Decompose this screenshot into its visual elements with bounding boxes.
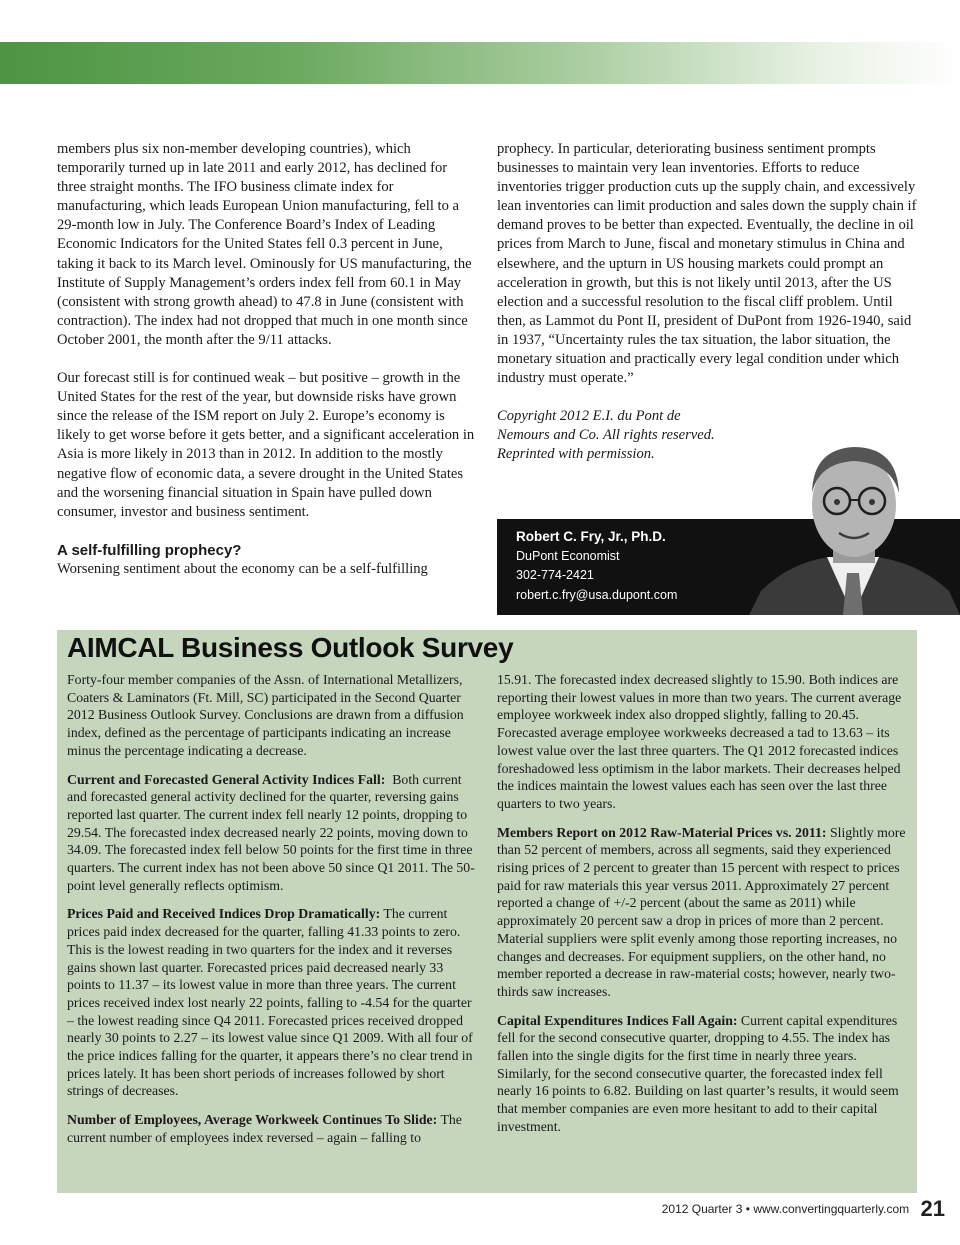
survey-body-text: Current capital expenditures fell for the second consecutive quarter, dropping to 4.55. The index has fallen into the single digits for the first time in nearly three years. Similarly, for the second consecutive quarter, the forecasted index fell nearly 16 points to 6.82. Building on last quarter’s results, it would seem that member companies are even more hesitant to add to their capital investment.: [497, 1012, 899, 1134]
author-phone: 302-774-2421: [516, 568, 594, 582]
header-gradient-bar: [0, 42, 960, 84]
copyright-line: Nemours and Co. All rights reserved.: [497, 427, 715, 444]
survey-paragraph: 15.91. The forecasted index decreased slightly to 15.90. Both indices are reporting their lowest values in more than two years. The current average employee workweek index also dropped slightly, falling to 20.45. Forecasted average employee workweeks decreased a tad to 13.63 – its lowest value over the last three quarters. The Q1 2012 forecasted indices foreshadowed less optimism in the labor markets. Their decreases helped the indices maintain the lowest values each has seen over the last three quarters to two years.: [497, 672, 902, 811]
article-paragraph: Our forecast still is for continued weak – but positive – growth in the United States for the rest of the year, but downside risks have grown since the release of the ISM report on July 2. Europe’s economy is likely to get worse before it gets better, and a significant acceleration in Asia is more likely in 2013 than in 2012. In addition to the mostly negative flow of economic data, a severe drought in the United States and the worsening financial situation in Spain have pulled down consumer, investor and business sentiment.: [57, 370, 475, 520]
article-right-column: [497, 140, 919, 465]
page-footer: [662, 1196, 945, 1222]
article-paragraph: members plus six non-member developing countries), which temporarily turned up in late 2011 and early 2012, has declined for three straight months. The IFO business climate index for manufacturing, which leads European Union manufacturing, fell to a 29-month low in July. The Conference Board’s Index of Leading Economic Indicators for the United States fell 0.3 percent in June, taking it back to its March level. Ominously for US manufacturing, the Institute of Supply Management’s orders index fell from 60.1 in May (consistent with strong growth ahead) to 47.8 in June (consistent with contraction). The index had not dropped that much in one month since October 2001, the month after the 9/11 attacks.: [57, 141, 472, 348]
article-paragraph: Worsening sentiment about the economy can be a self-fulfilling: [57, 560, 428, 577]
survey-subheading: Prices Paid and Received Indices Drop Dramatically:: [67, 906, 381, 922]
survey-subheading: Members Report on 2012 Raw-Material Prices vs. 2011:: [497, 824, 827, 840]
survey-title: AIMCAL Business Outlook Survey: [67, 632, 514, 663]
copyright-line: Reprinted with permission.: [497, 446, 655, 463]
author-photo: [749, 423, 960, 615]
article-paragraph: prophecy. In particular, deteriorating business sentiment prompts businesses to maintain very lean inventories. Efforts to reduce inventories trigger production cuts up the supply chain, and excessively lean inventories can limit production and sales down the supply chain if demand proves to be better than expected. Eventually, the decline in oil prices from March to June, fiscal and monetary stimulus in China and elsewhere, and the upturn in US housing markets could prompt an acceleration in growth, but this is not likely until 2013, after the US election and a successful resolution to the fiscal cliff problem. Until then, as Lammot du Pont II, president of DuPont from 1926-1940, said in 1937, “Uncertainty rules the tax situation, the labor situation, the monetary situation and practically every legal condition under which industry must operate.”: [497, 141, 917, 387]
author-title: DuPont Economist: [516, 548, 620, 563]
survey-body-text: The current number of employees index reversed – again – falling to: [67, 1112, 462, 1145]
article-left-column: [57, 140, 477, 579]
author-bio-text: [516, 527, 677, 605]
author-name: Robert C. Fry, Jr., Ph.D.: [516, 529, 666, 544]
survey-paragraph: [497, 824, 909, 1001]
footer-separator: •: [745, 1202, 750, 1216]
copyright-line: Copyright 2012 E.I. du Pont de: [497, 408, 681, 425]
section-heading: A self-fulfilling prophecy?: [57, 541, 242, 559]
author-email: robert.c.fry@usa.dupont.com: [516, 587, 678, 602]
survey-body-text: Slightly more than 52 percent of members, across all segments, said they experienced rising prices of 2 percent to greater than 15 percent with respect to prices paid for raw materials this year versus 2011. Approximately 27 percent reported a change of +/-2 percent (about the same as 2011) while approximately 20 percent saw a drop in prices of more than 2 percent. Material suppliers were split evenly among those reporting increases, no changes and decreases. For equipment suppliers, on the other hand, no member reported a decrease in raw-material costs; however, nearly two-thirds saw increases.: [497, 824, 906, 999]
survey-paragraph: [497, 1012, 909, 1136]
survey-paragraph: [67, 771, 477, 895]
survey-subheading: Current and Forecasted General Activity Indices Fall:: [67, 771, 386, 787]
survey-right-column: [497, 671, 909, 1136]
survey-paragraph: [67, 1111, 477, 1146]
survey-paragraph: Forty-four member companies of the Assn. of International Metallizers, Coaters & Laminators (Ft. Mill, SC) participated in the Second Quarter 2012 Business Outlook Survey. Conclusions are drawn from a diffusion index, defined as the percentage of participants indicating an increase minus the percentage indicating a decrease.: [67, 672, 464, 758]
issue-label: 2012 Quarter 3: [661, 1202, 743, 1216]
survey-left-column: [67, 671, 477, 1147]
survey-paragraph: [67, 905, 477, 1100]
survey-subheading: Number of Employees, Average Workweek Continues To Slide:: [67, 1112, 438, 1128]
survey-body-text: Both current and forecasted general activity declined for the quarter, reversing gains reported last quarter. The current index fell nearly 12 points, dropping to 29.54. The forecasted index decreased nearly 22 points, moving down to 34.09. The forecasted index fell below 50 points for the first time in three quarters. The current index has not been above 50 since Q1 2011. The 50-point level generally reflects optimism.: [67, 771, 475, 893]
page-number: 21: [920, 1196, 945, 1221]
survey-body-text: The current prices paid index decreased for the quarter, falling 41.33 points to zero. This is the lowest reading in two quarters for the index and it reverses gains shown last quarter. Forecasted prices paid decreased nearly 33 points to 11.37 – its lowest value in more than three years. The current prices received index lost nearly 22 points, falling to -4.54 for the quarter – the lowest reading since Q4 2011. Forecasted prices received dropped nearly 30 points to 2.27 – its lowest value since Q1 2009. With all four of the price indices falling for the quarter, it appears there’s no clear trend in prices lately. It has been short periods of increases followed by short strings of decreases.: [67, 906, 473, 1099]
website-url: www.convertingquarterly.com: [753, 1202, 910, 1216]
survey-sidebar: [57, 630, 917, 1193]
survey-subheading: Capital Expenditures Indices Fall Again:: [497, 1012, 738, 1028]
